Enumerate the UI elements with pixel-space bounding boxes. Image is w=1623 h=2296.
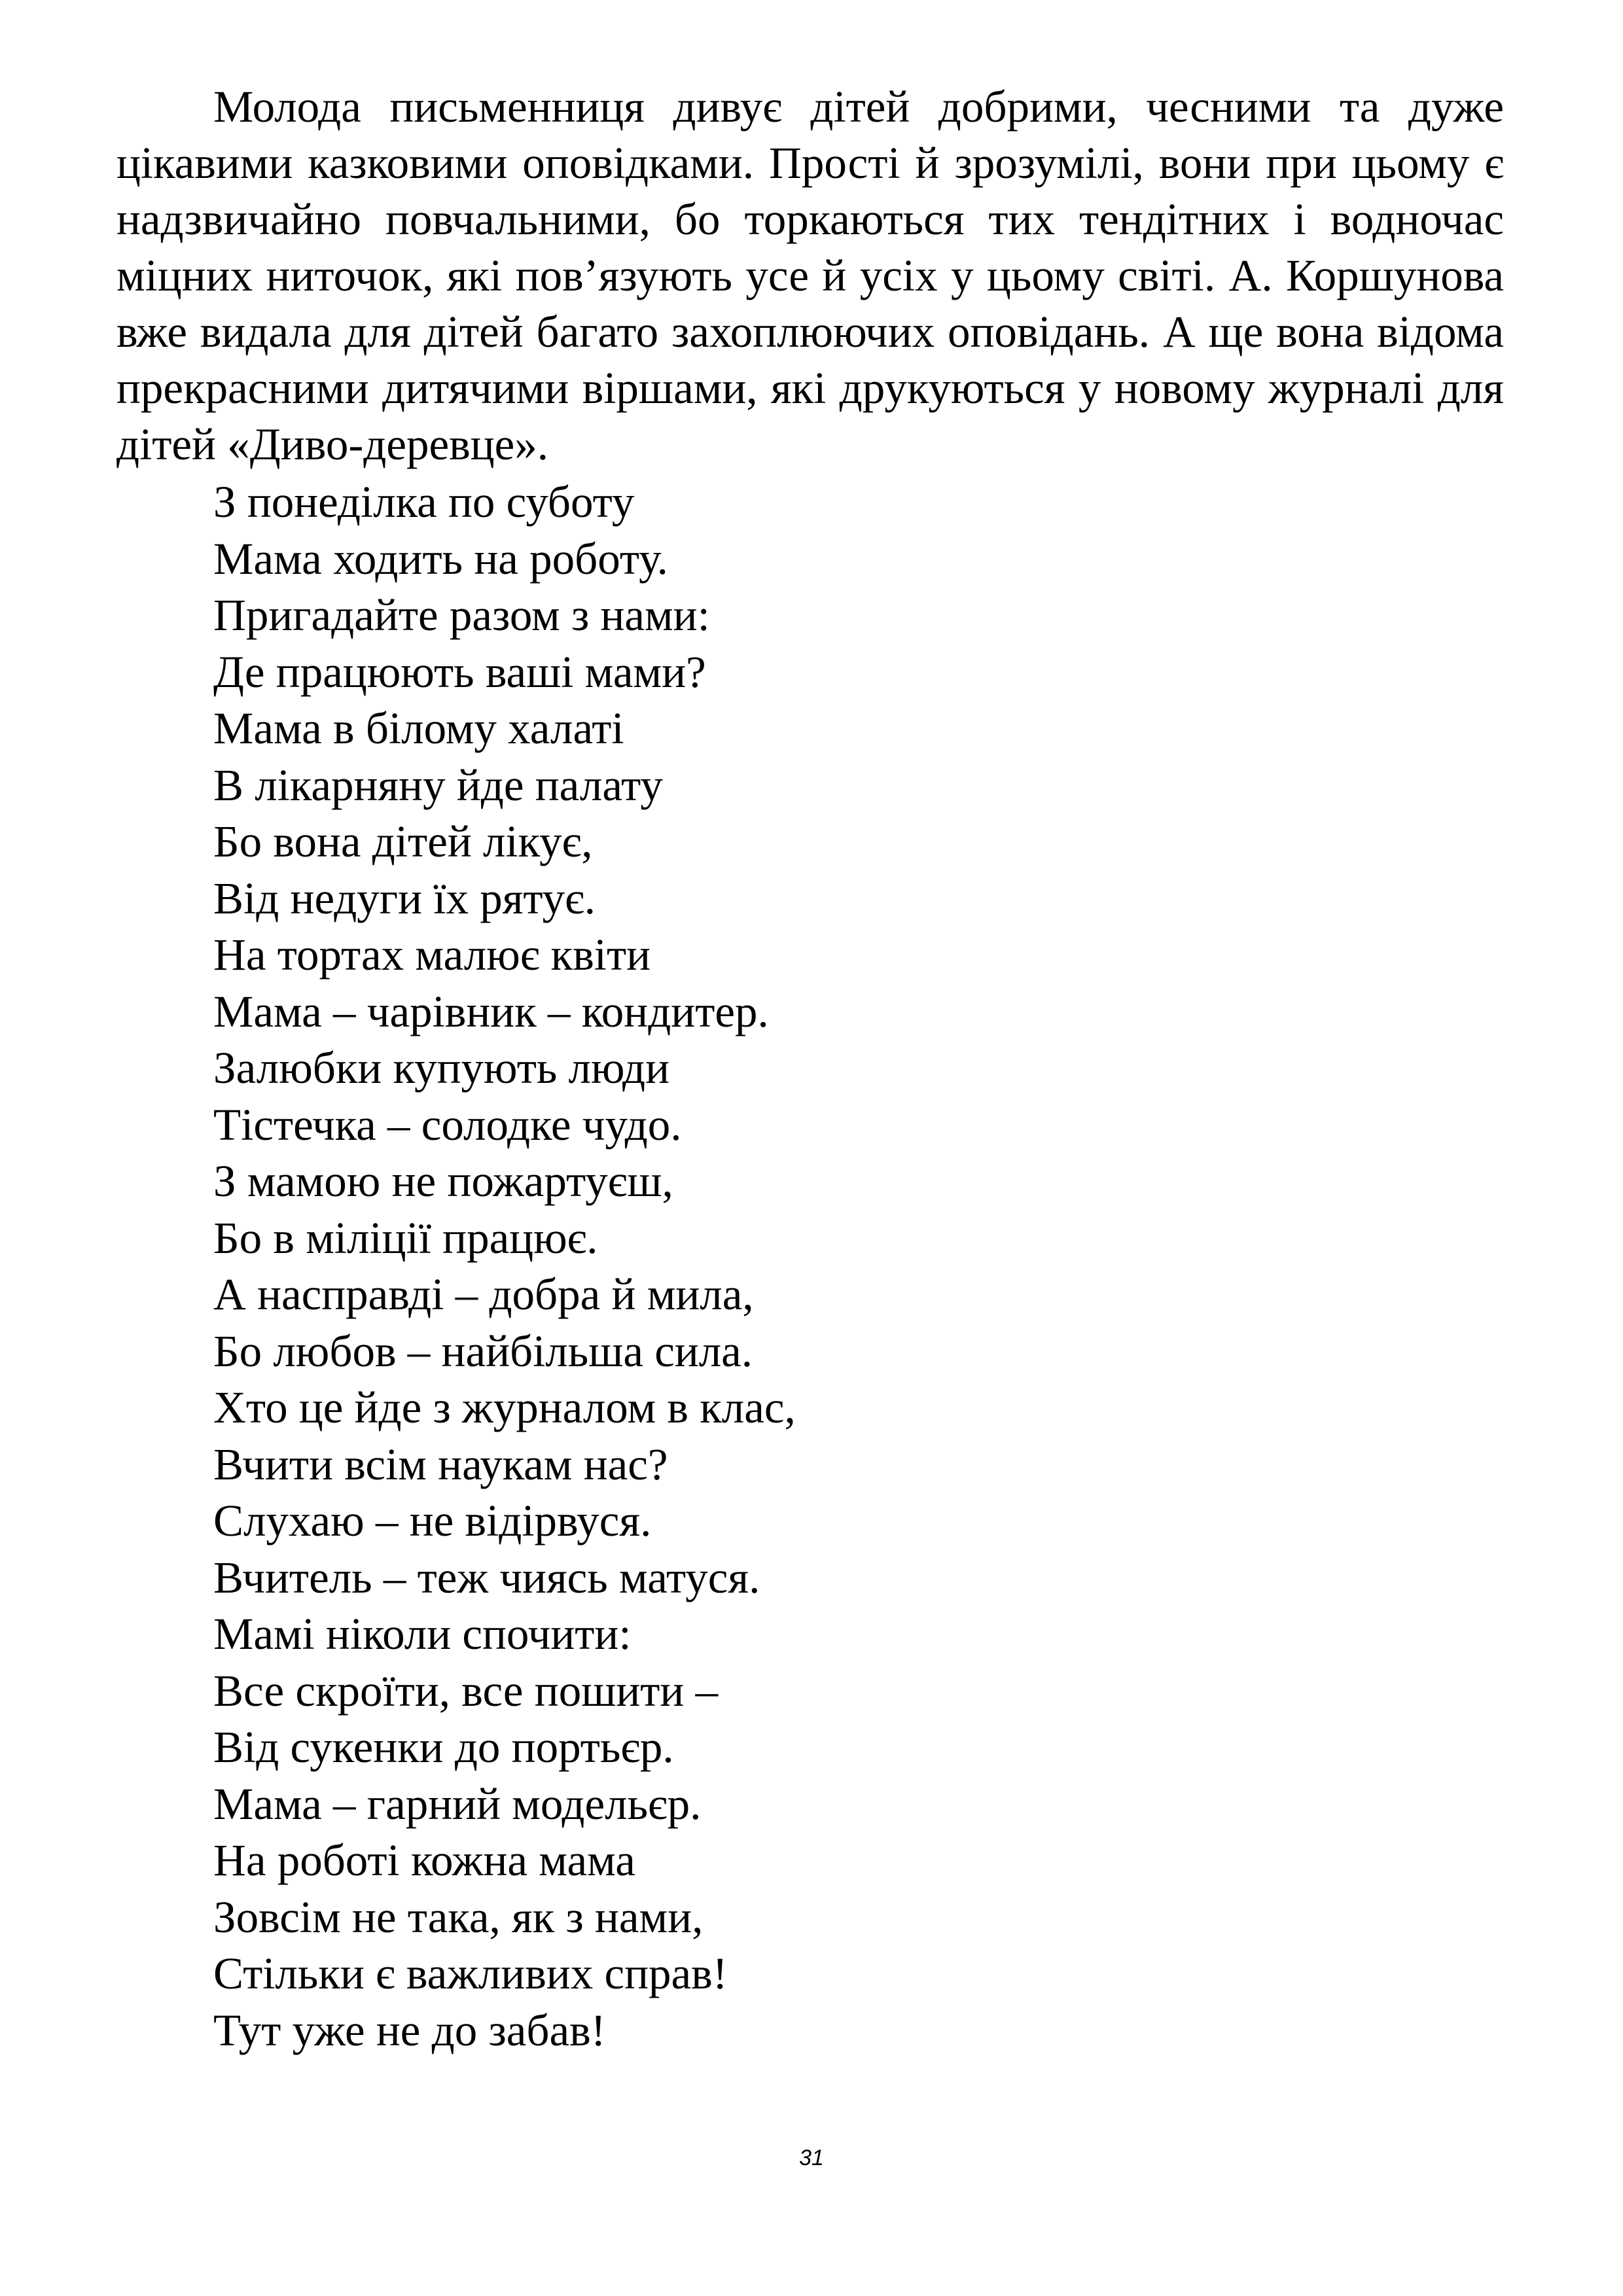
poem-line: Мамі ніколи спочити:	[213, 1609, 632, 1659]
poem-line: Від недуги їх рятує.	[213, 873, 596, 923]
poem-line: Зовсім не така, як з нами,	[213, 1892, 704, 1942]
poem-line: Хто це йде з журналом в клас,	[213, 1383, 796, 1432]
poem-line: Бо любов – найбільша сила.	[213, 1326, 753, 1376]
poem	[213, 474, 796, 2058]
intro-paragraph: Молода письменниця дивує дітей добрими, чесними та дуже цікавими казковими оповідками. Прості й зрозумілі, вони при цьому є надзвичайно повчальними, бо торкаються тих тендітних і водночас міцних ниточок, які пов’язують усе й усіх у цьому світі. А. Коршунова вже видала для дітей багато захоплюючих оповідань. А ще вона відома прекрасними дитячими віршами, які друкуються у новому журналі для дітей «Диво-деревце».	[116, 82, 1504, 469]
poem-line: Тістечка – солодке чудо.	[213, 1099, 682, 1150]
poem-line: Вчитель – теж чиясь матуся.	[213, 1552, 760, 1602]
poem-line: Все скроїти, все пошити –	[213, 1665, 719, 1716]
poem-line: Тут уже не до забав!	[213, 2005, 606, 2055]
poem-line: На тортах малює квіти	[213, 930, 651, 980]
poem-line: Стільки є важливих справ!	[213, 1949, 728, 1998]
poem-line: А насправді – добра й мила,	[213, 1269, 754, 1319]
poem-line: Бо вона дітей лікує,	[213, 817, 593, 866]
poem-line: Слухаю – не відірвуся.	[213, 1496, 652, 1545]
poem-line: В лікарняну йде палату	[213, 760, 663, 810]
poem-line: З мамою не пожартуєш,	[213, 1156, 673, 1206]
page-number: 31	[799, 2146, 824, 2170]
poem-line: Залюбки купують люди	[213, 1043, 670, 1093]
poem-line: На роботі кожна мама	[213, 1835, 635, 1885]
poem-line: Мама – гарний модельєр.	[213, 1778, 702, 1829]
poem-line: Де працюють ваші мами?	[213, 646, 706, 697]
poem-line: Бо в міліції працює.	[213, 1212, 598, 1263]
poem-line: Вчити всім наукам нас?	[213, 1439, 668, 1489]
poem-line: Мама – чарівник – кондитер.	[213, 986, 769, 1036]
poem-line: Мама в білому халаті	[213, 703, 624, 753]
poem-line: Пригадайте разом з нами:	[213, 590, 710, 640]
poem-line: З понеділка по суботу	[213, 477, 635, 527]
poem-line: Мама ходить на роботу.	[213, 533, 668, 584]
poem-line: Від сукенки до портьєр.	[213, 1722, 674, 1772]
